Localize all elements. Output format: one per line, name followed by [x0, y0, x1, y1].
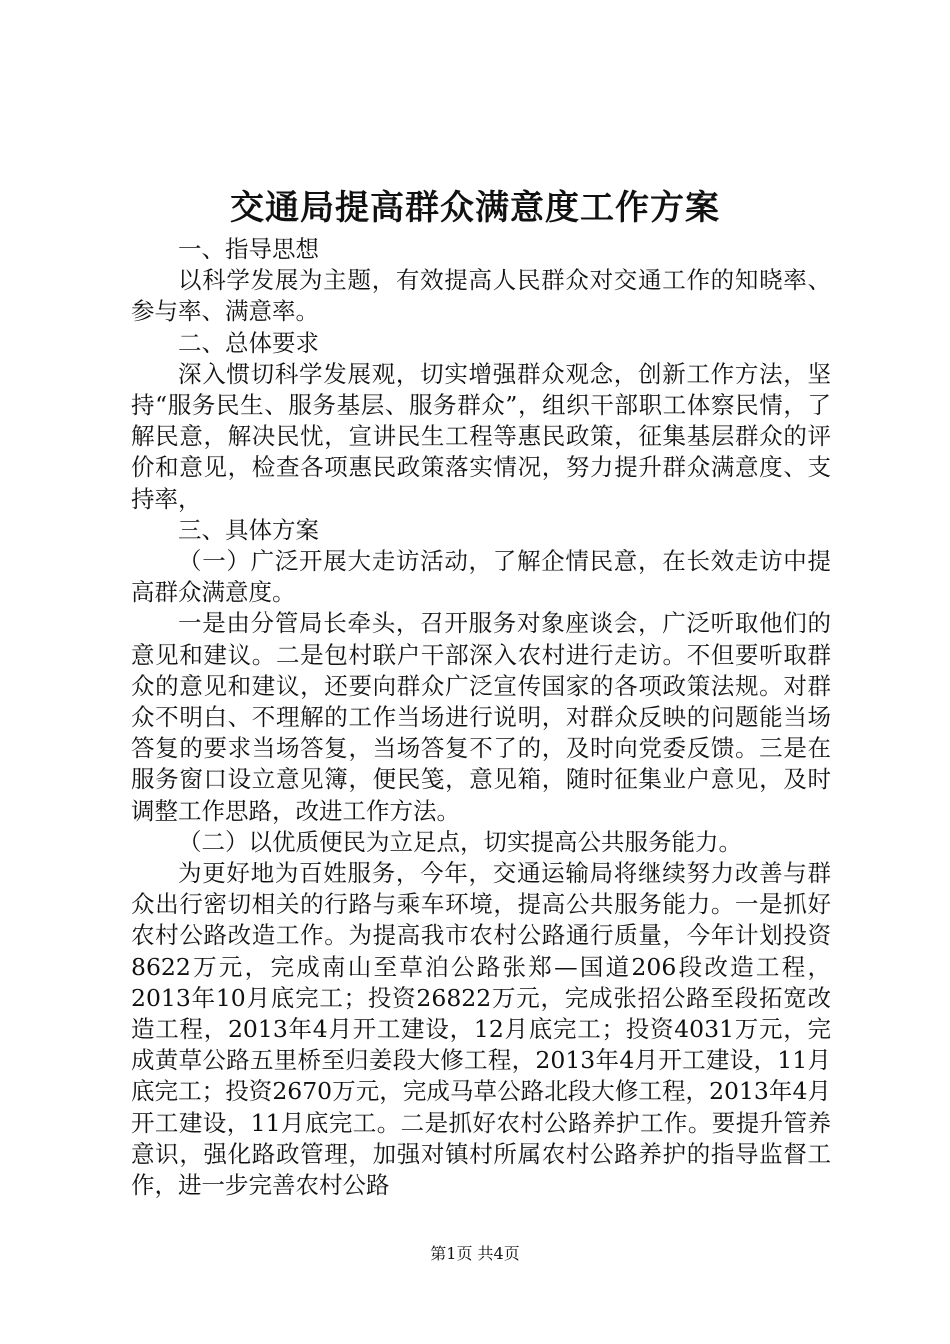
- subsection-heading-1: （一）广泛开展大走访活动，了解企情民意，在长效走访中提高群众满意度。: [131, 547, 831, 607]
- section-heading-specific-plan: 三、具体方案: [178, 515, 319, 544]
- paragraph: 深入惯切科学发展观，切实增强群众观念，创新工作方法，坚持“服务民生、服务基层、服务群众”，组织干部职工体察民情，了解民意，解决民忧，宣讲民生工程等惠民政策，征集基层群众的评价和意见，检查各项惠民政策落实情况，努力提升群众满意度、支持率，: [131, 359, 831, 513]
- paragraph: 以科学发展为主题，有效提高人民群众对交通工作的知晓率、参与率、满意率。: [131, 266, 831, 326]
- document-title: 交通局提高群众满意度工作方案: [230, 188, 720, 228]
- paragraph: 为更好地为百姓服务，今年，交通运输局将继续努力改善与群众出行密切相关的行路与乘车环境，提高公共服务能力。一是抓好农村公路改造工作。为提高我市农村公路通行质量，今年计划投资8622万元，完成南山至草泊公路张郑—国道206段改造工程，2013年10月底完工；投资26822万元，完成张招公路至段拓宽改造工程，2013年4月开工建设，12月底完工；投资4031万元，完成黄草公路五里桥至归姜段大修工程，2013年4月开工建设，11月底完工；投资2670万元，完成马草公路北段大修工程，2013年4月开工建设，11月底完工。二是抓好农村公路养护工作。要提升管养意识，强化路政管理，加强对镇村所属农村公路养护的指导监督工作，进一步完善农村公路: [131, 859, 831, 1200]
- paragraph: 一是由分管局长牵头，召开服务对象座谈会，广泛听取他们的意见和建议。二是包村联户干部深入农村进行走访。不但要听取群众的意见和建议，还要向群众广泛宣传国家的各项政策法规。对群众不明白、不理解的工作当场进行说明，对群众反映的问题能当场答复的要求当场答复，当场答复不了的，及时向党委反馈。三是在服务窗口设立意见簿，便民笺，意见箱，随时征集业户意见，及时调整工作思路，改进工作方法。: [131, 609, 831, 825]
- section-heading-guiding-thought: 一、指导思想: [178, 235, 319, 263]
- subsection-heading-2: （二）以优质便民为立足点，切实提高公共服务能力。: [178, 827, 742, 856]
- document-body: [131, 234, 831, 1201]
- section-heading-general-requirements: 二、总体要求: [178, 328, 319, 357]
- page-number-footer: 第1页 共4页: [430, 1244, 520, 1263]
